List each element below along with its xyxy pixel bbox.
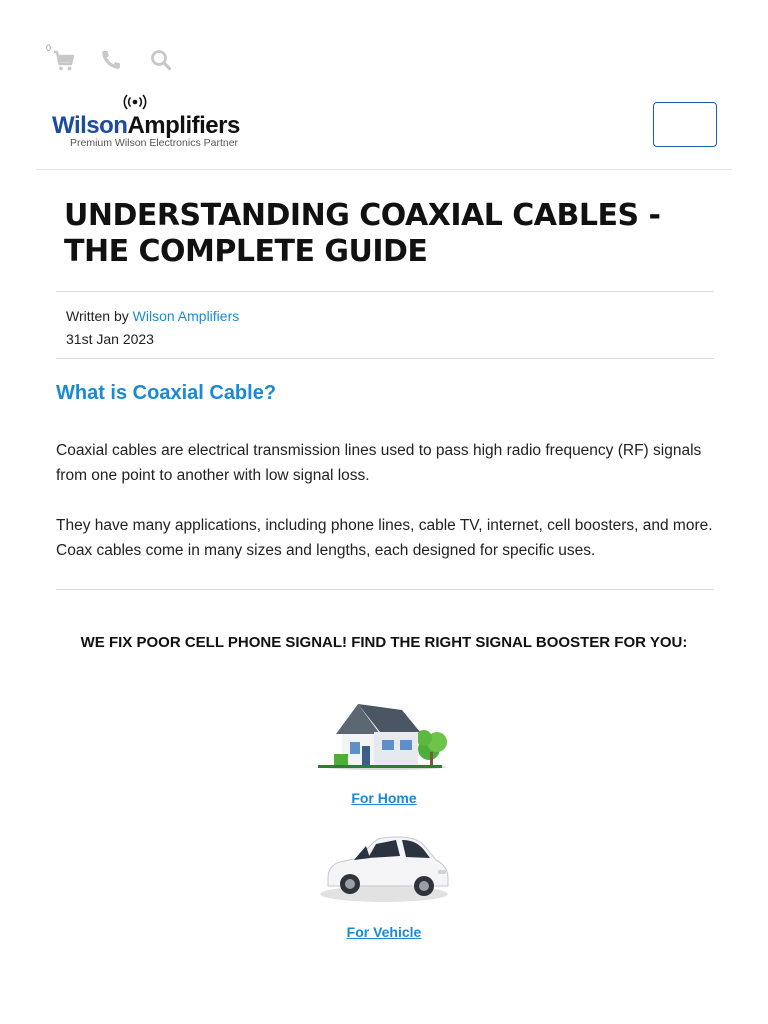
paragraph-applications: They have many applications, including phone lines, cable TV, internet, cell boosters, and more. Coax cables come in many sizes and lengths, each designed for specific uses.: [56, 517, 713, 559]
publish-date: 31st Jan 2023: [66, 331, 154, 347]
phone-button[interactable]: [96, 45, 126, 75]
cart-button[interactable]: [46, 45, 76, 75]
car-illustration[interactable]: [314, 826, 454, 906]
cart-icon: [52, 49, 76, 73]
site-logo[interactable]: [52, 96, 252, 156]
author-link[interactable]: Wilson Amplifiers: [132, 308, 240, 324]
article-meta: [56, 291, 714, 359]
logo-tagline: Premium Wilson Electronics Partner: [70, 137, 239, 149]
search-button[interactable]: [146, 45, 176, 75]
house-illustration[interactable]: [314, 692, 454, 772]
phone-icon: [99, 48, 123, 72]
for-home-link[interactable]: For Home: [351, 790, 417, 806]
section-divider: [56, 589, 714, 590]
written-by-label: Written by: [66, 308, 129, 324]
paragraph-intro: Coaxial cables are electrical transmission lines used to pass high radio frequency (RF) signals from one point to another with low signal loss.: [56, 442, 702, 484]
search-icon: [149, 48, 173, 72]
page-title: UNDERSTANDING COAXIAL CABLES - THE COMPLETE GUIDE: [64, 198, 661, 269]
menu-toggle-button[interactable]: [653, 102, 717, 147]
logo-primary: Wilson: [52, 112, 128, 139]
promo-headline: WE FIX POOR CELL PHONE SIGNAL! FIND THE RIGHT SIGNAL BOOSTER FOR YOU:: [80, 634, 688, 651]
section-heading: What is Coaxial Cable?: [56, 382, 277, 404]
logo-wordmark: [52, 112, 240, 140]
byline: [66, 305, 714, 328]
logo-secondary: Amplifiers: [127, 112, 240, 139]
cart-count: 0: [46, 43, 52, 53]
top-utility-bar: [46, 40, 196, 80]
for-vehicle-link[interactable]: For Vehicle: [346, 924, 422, 940]
site-header: [36, 82, 732, 170]
